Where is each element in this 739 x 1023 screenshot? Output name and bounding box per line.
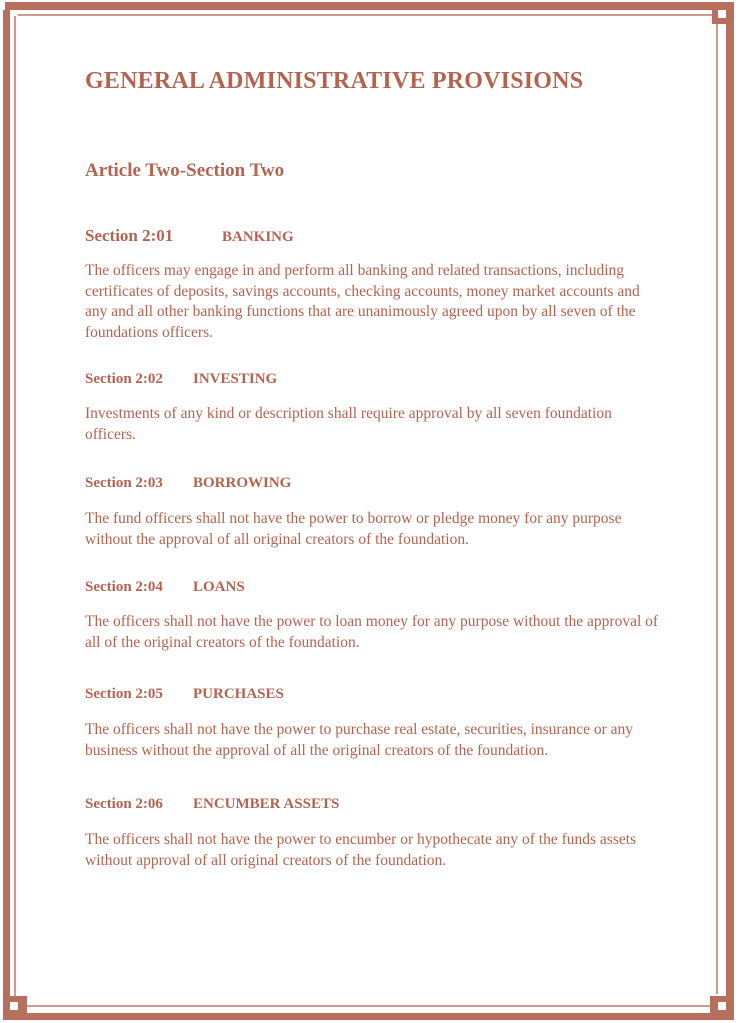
page-border-top [5,2,729,10]
section-name: PURCHASES [193,686,284,702]
border-corner-notch-bottom-left [10,1002,18,1010]
page-border-right [726,14,734,1004]
section-name: ENCUMBER ASSETS [193,796,340,812]
section-name: BORROWING [193,475,292,491]
section-heading [85,475,291,492]
section-body: The officers shall not have the power to loan money for any purpose without the approval of all of the original creators of the foundation. [85,613,659,651]
section-name: BANKING [222,229,294,245]
section-number: Section 2:05 [85,686,163,702]
section-body: Investments of any kind or description shall require approval by all seven foundation officers. [85,405,612,443]
page-border-inner-top [18,14,713,16]
page-border-inner-right [716,14,718,994]
section-heading [85,796,339,813]
section-body: The officers may engage in and perform all banking and related transactions, including certificates of deposits, savings accounts, checking accounts, money market accounts and any and all other banking functions that are unanimously agreed upon by all seven of the foundations officers. [85,262,640,341]
border-corner-notch-bottom-right [718,1002,726,1010]
section-body: The officers shall not have the power to purchase real estate, securities, insurance or any business without the approval of all the original creators of the foundation. [85,721,634,759]
page-border-inner-bottom [18,1005,718,1007]
section-heading [85,579,245,596]
document-title: GENERAL ADMINISTRATIVE PROVISIONS [85,68,584,94]
section-number: Section 2:03 [85,475,163,491]
section-name: INVESTING [193,371,278,387]
page-border-left [3,10,10,1013]
document-content [85,66,665,869]
page-border-inner-left [14,16,16,1006]
page-border-bottom [20,1013,720,1020]
section-name: LOANS [193,579,245,595]
section-number: Section 2:01 [85,226,174,245]
section-body: The officers shall not have the power to encumber or hypothecate any of the funds assets without approval of all original creators of the foundation. [85,831,637,869]
section-heading [85,686,284,703]
section-number: Section 2:04 [85,579,163,595]
border-corner-notch-top-right [718,10,726,18]
section-heading [85,371,277,388]
section-body: The fund officers shall not have the power to borrow or pledge money for any purpose without the approval of all original creators of the foundation. [85,510,622,548]
section-number: Section 2:06 [85,796,163,812]
section-number: Section 2:02 [85,371,163,387]
section-heading [85,226,294,246]
article-heading: Article Two-Section Two [85,160,285,181]
